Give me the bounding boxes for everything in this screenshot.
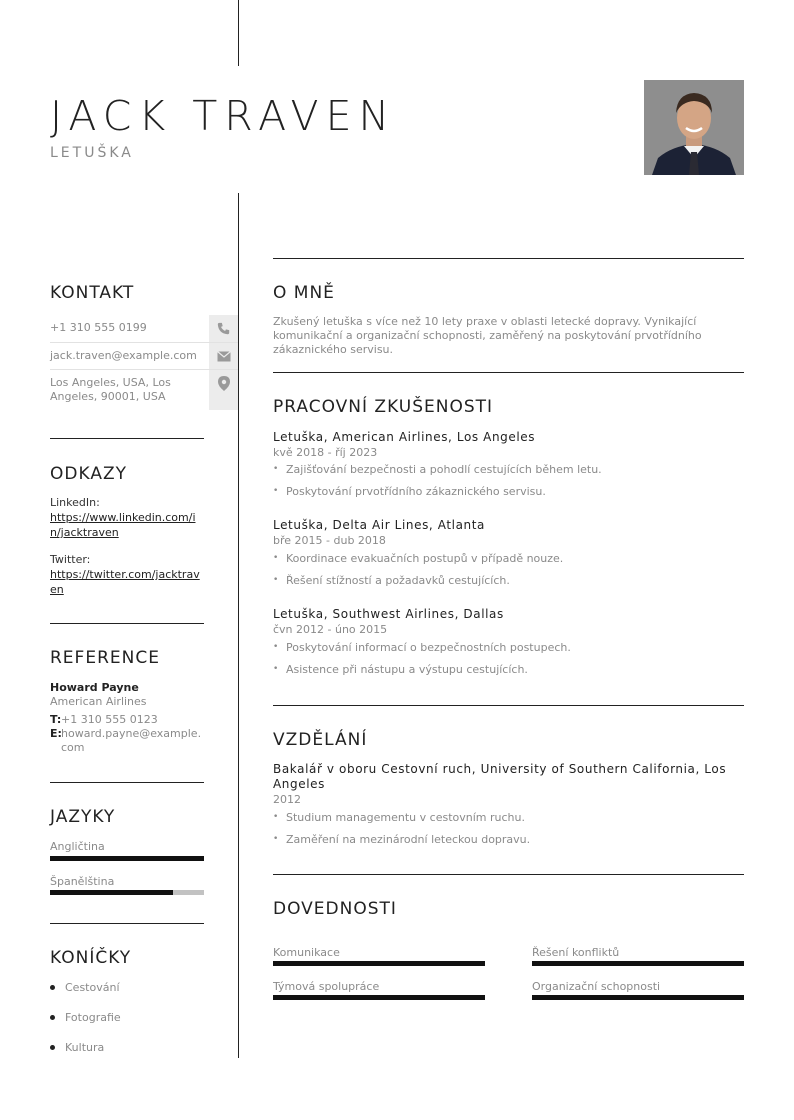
hobby-item [50,981,120,994]
job-dates: čvn 2012 - úno 2015 [273,623,388,636]
hobby-item [50,1041,104,1054]
bullet-icon: • [273,464,279,474]
contact-phone: +1 310 555 0199 [50,321,147,334]
bullet-icon: • [273,486,279,496]
job-bullet [273,485,546,498]
linkedin-label: LinkedIn: [50,496,100,509]
education-bullet [273,811,525,824]
job-bullet-text: Řešení stížností a požadavků cestujících. [286,574,510,587]
references-heading: REFERENCE [50,648,160,668]
bullet-icon: • [273,575,279,585]
hobby-label: Fotografie [65,1011,121,1024]
job-title: Letuška, American Airlines, Los Angeles [273,430,536,444]
bullet-icon: • [273,812,279,822]
skill-level-bar [273,961,485,966]
candidate-name: JACK TRAVEN [50,92,397,140]
bullet-dot [50,1045,55,1050]
job-bullet [273,463,602,476]
about-text: Zkušený letuška s více než 10 lety praxe v oblasti letecké dopravy. Vynikající komunikační a organizační schopnosti, zaměřený na poskytování prvotřídního zákaznického servisu. [273,315,702,356]
contact-heading: KONTAKT [50,283,135,303]
job-title: Letuška, Delta Air Lines, Atlanta [273,518,486,532]
about-heading: O MNĚ [273,283,335,303]
reference-email-line [50,727,205,755]
skill-name: Řešení konfliktů [532,946,620,959]
reference-phone-line [50,713,205,727]
job-bullet-text: Poskytování informací o bezpečnostních postupech. [286,641,571,654]
education-bullet [273,833,530,846]
job-bullet-text: Poskytování prvotřídního zákaznického servisu. [286,485,546,498]
reference-phone-label: T: [50,713,62,726]
experience-heading: PRACOVNÍ ZKUŠENOSTI [273,397,494,417]
contact-email: jack.traven@example.com [50,349,197,362]
skills-heading: DOVEDNOSTI [273,899,397,919]
job-bullet-text: Koordinace evakuačních postupů v případě nouze. [286,552,564,565]
job-bullet [273,574,510,587]
phone-icon [209,315,238,342]
reference-email-label: E: [50,727,62,740]
divider [273,874,744,875]
bullet-icon: • [273,642,279,652]
bullet-icon: • [273,834,279,844]
contact-address-row [50,370,238,410]
hobbies-heading: KONÍČKY [50,948,132,968]
profile-photo [644,80,744,175]
language-level-fill [50,890,173,895]
contact-address: Los Angeles, USA, Los Angeles, 90001, USA [50,376,171,403]
job-bullet [273,552,563,565]
job-bullet-text: Asistence při nástupu a výstupu cestujících. [286,663,528,676]
envelope-icon [209,343,238,369]
language-level-fill [50,856,204,861]
language-name: Španělština [50,875,115,888]
education-bullet-text: Studium managementu v cestovním ruchu. [286,811,525,824]
divider [273,258,744,259]
hobby-label: Kultura [65,1041,105,1054]
contact-phone-row [50,315,238,343]
skill-level-bar [273,995,485,1000]
job-dates: kvě 2018 - říj 2023 [273,446,378,459]
divider [50,782,204,783]
skill-name: Komunikace [273,946,340,959]
skill-name: Organizační schopnosti [532,980,661,993]
contact-email-row [50,343,238,370]
vertical-divider-top [238,0,239,66]
reference-phone: +1 310 555 0123 [61,713,158,726]
divider [273,705,744,706]
education-title: Bakalář v oboru Cestovní ruch, University of Southern California, Los Angeles [273,762,727,791]
skill-level-bar [532,995,744,1000]
linkedin-link[interactable]: https://www.linkedin.com/in/jacktraven [50,511,196,539]
links-heading: ODKAZY [50,464,127,484]
reference-email: howard.payne@example.com [61,727,202,754]
languages-heading: JAZYKY [50,807,116,827]
skill-level-bar [532,961,744,966]
bullet-icon: • [273,553,279,563]
bullet-dot [50,985,55,990]
twitter-label: Twitter: [50,553,91,566]
language-level-bar [50,890,204,895]
hobby-label: Cestování [65,981,120,994]
bullet-dot [50,1015,55,1020]
job-bullet-text: Zajišťování bezpečnosti a pohodlí cestujících během letu. [286,463,602,476]
job-title: Letuška, Southwest Airlines, Dallas [273,607,504,621]
language-name: Angličtina [50,840,105,853]
job-dates: bře 2015 - dub 2018 [273,534,386,547]
language-level-bar [50,856,204,861]
location-pin-icon [209,370,238,410]
twitter-link[interactable]: https://twitter.com/jacktraven [50,568,200,596]
candidate-role: LETUŠKA [50,145,134,161]
reference-organization: American Airlines [50,695,147,708]
divider [50,923,204,924]
job-bullet [273,641,571,654]
education-bullet-text: Zaměření na mezinárodní leteckou dopravu. [286,833,531,846]
vertical-divider [238,193,239,1058]
reference-name: Howard Payne [50,681,139,694]
divider [273,372,744,373]
education-year: 2012 [273,793,301,806]
hobby-item [50,1011,121,1024]
job-bullet [273,663,528,676]
skill-name: Týmová spolupráce [273,980,380,993]
bullet-icon: • [273,664,279,674]
divider [50,623,204,624]
education-heading: VZDĚLÁNÍ [273,730,368,750]
divider [50,438,204,439]
